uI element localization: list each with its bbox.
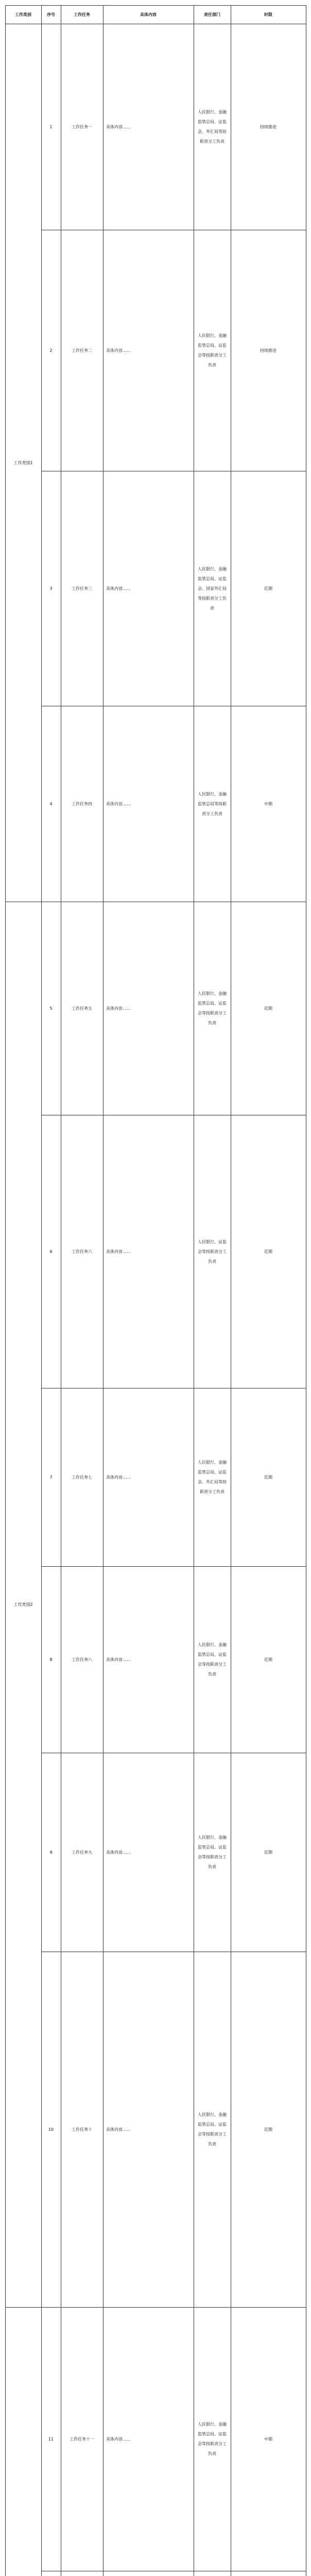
row-task: 工作任务七 [72, 1475, 92, 1480]
row-num: 6 [49, 1249, 53, 1254]
row-content: 具体内容…… [106, 2436, 131, 2442]
row-task: 工作任务二 [72, 348, 92, 353]
row-deadline: 近期 [264, 586, 272, 591]
table-hline [5, 2307, 306, 2308]
row-dept: 人民银行、金融监管总局、证监会、外汇局等按职责分工负责 [198, 110, 227, 144]
row-content: 具体内容…… [106, 1006, 131, 1011]
row-deadline: 近期 [264, 1657, 272, 1662]
table-vline [5, 5, 6, 2576]
row-task: 工作任务十一 [70, 2436, 94, 2442]
row-num: 11 [48, 2436, 54, 2442]
row-content: 具体内容…… [106, 801, 131, 806]
header-dept: 责任部门 [204, 12, 220, 17]
row-task: 工作任务五 [72, 1006, 92, 1011]
group-cell [5, 2307, 41, 2576]
row-content: 具体内容…… [106, 586, 131, 591]
row-num: 2 [49, 348, 53, 353]
table-vline [41, 5, 42, 2576]
row-num: 9 [49, 1850, 53, 1855]
row-content: 具体内容…… [106, 348, 131, 353]
header-content: 具体内容 [140, 12, 157, 17]
header-task: 工作任务 [74, 12, 90, 17]
row-dept: 人民银行、金融监管总局、证监会等按职责分工负责 [198, 991, 227, 1025]
row-content: 具体内容…… [106, 1850, 131, 1855]
row-num: 1 [49, 124, 53, 129]
row-num [41, 2571, 61, 2576]
row-dept [194, 2571, 231, 2576]
header-category: 工作类别 [15, 12, 31, 17]
row-task: 工作任务四 [72, 801, 92, 806]
row-num: 7 [49, 1475, 53, 1480]
row-task: 工作任务十 [72, 2127, 92, 2132]
row-deadline: 中期 [264, 2436, 272, 2442]
row-deadline: 近期 [264, 1006, 272, 1011]
row-dept: 人民银行、金融监管总局、证监会、国家外汇局等按职责分工负责 [198, 566, 227, 611]
row-dept: 人民银行、金融监管总局、证监会等按职责分工负责 [198, 2112, 227, 2146]
row-dept: 人民银行、金融监管总局、证监会等按职责分工负责 [198, 1835, 227, 1869]
row-deadline: 近期 [264, 2127, 272, 2132]
row-deadline: 近期 [264, 1850, 272, 1855]
row-deadline: 近期 [264, 1249, 272, 1254]
row-dept: 人民银行、证监会等按职责分工负责 [198, 1239, 227, 1264]
row-task: 工作任务一 [72, 124, 92, 129]
row-content: 具体内容…… [106, 2127, 131, 2132]
row-deadline: 持续推进 [260, 124, 277, 129]
row-deadline [231, 2571, 306, 2576]
row-num: 8 [49, 1657, 53, 1662]
row-task: 工作任务八 [72, 1657, 92, 1662]
row-dept: 人民银行、金融监管总局等按职责分工负责 [198, 791, 227, 816]
row-task: 工作任务三 [72, 586, 92, 591]
row-content: 具体内容…… [106, 124, 131, 129]
table-hline [41, 1566, 306, 1567]
row-content [103, 2571, 194, 2576]
header-num: 序号 [47, 12, 55, 17]
row-content: 具体内容…… [106, 1249, 131, 1254]
row-task: 工作任务九 [72, 1850, 92, 1855]
row-deadline: 近期 [264, 1475, 272, 1480]
row-dept: 人民银行、金融监管总局、证监会等按职责分工负责 [198, 333, 227, 367]
row-num: 5 [49, 1006, 53, 1011]
row-num: 10 [48, 2127, 54, 2132]
table-hline [5, 5, 306, 6]
row-content: 具体内容…… [106, 1475, 131, 1480]
header-deadline: 时限 [264, 12, 272, 17]
row-dept: 人民银行、金融监管总局、证监会、外汇局等按职责分工负责 [198, 1460, 227, 1494]
row-task [61, 2571, 103, 2576]
row-num: 4 [49, 801, 53, 806]
row-num: 3 [49, 586, 53, 591]
row-deadline: 中期 [264, 801, 272, 806]
row-content: 具体内容…… [106, 1657, 131, 1662]
group-cell: 工作类别2 [13, 1602, 33, 1607]
group-cell: 工作类别1 [13, 460, 33, 465]
row-deadline: 持续推进 [260, 348, 277, 353]
row-dept: 人民银行、金融监管总局、证监会等按职责分工负责 [198, 1642, 227, 1676]
row-dept: 人民银行、金融监管总局、证监会等按职责分工负责 [198, 2422, 227, 2456]
row-task: 工作任务六 [72, 1249, 92, 1254]
